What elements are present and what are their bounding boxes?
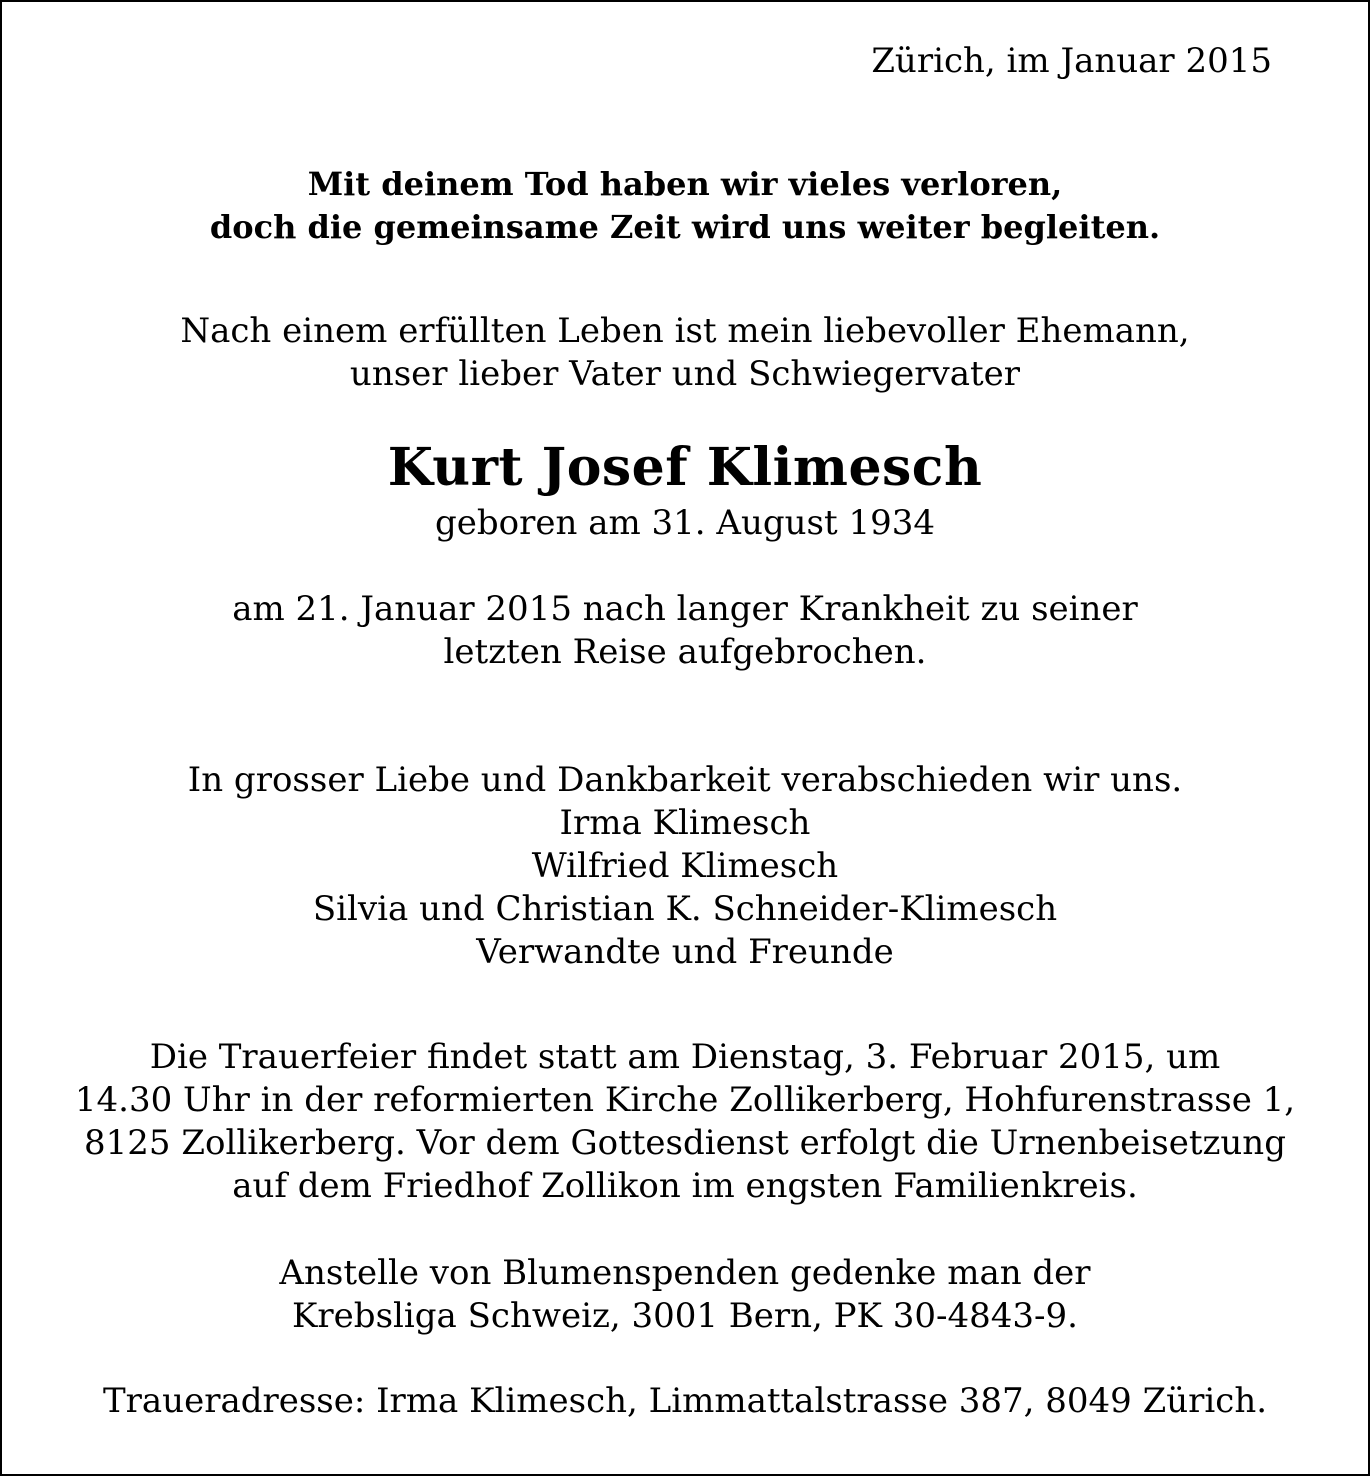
service-line: Die Trauerfeier findet statt am Dienstag, 3. Februar 2015, um	[149, 1037, 1221, 1077]
intro-line: Nach einem erfüllten Leben ist mein liebevoller Ehemann,	[180, 311, 1190, 351]
birth-date: geboren am 31. August 1934	[435, 503, 935, 543]
donation-line: Anstelle von Blumenspenden gedenke man der	[279, 1253, 1091, 1293]
donation-note	[62, 1252, 1308, 1338]
intro-text	[62, 310, 1308, 396]
place-date: Zürich, im Januar 2015	[871, 41, 1272, 81]
passing-text	[62, 588, 1308, 674]
mourner-name: Irma Klimesch	[559, 803, 811, 843]
motto-line: Mit deinem Tod haben wir vieles verloren,	[307, 165, 1063, 203]
motto	[62, 163, 1308, 249]
service-line: auf dem Friedhof Zollikon im engsten Familienkreis.	[232, 1166, 1138, 1206]
service-line: 8125 Zollikerberg. Vor dem Gottesdienst erfolgt die Urnenbeisetzung	[84, 1123, 1286, 1163]
deceased-name: Kurt Josef Klimesch	[387, 437, 983, 498]
mourning-address: Traueradresse: Irma Klimesch, Limmattalstrasse 387, 8049 Zürich.	[102, 1381, 1268, 1421]
mourner-name: Verwandte und Freunde	[476, 932, 894, 972]
donation-line: Krebsliga Schweiz, 3001 Bern, PK 30-4843-9.	[292, 1296, 1078, 1336]
intro-line: unser lieber Vater und Schwiegervater	[349, 354, 1021, 394]
mourner-name: Silvia und Christian K. Schneider-Klimesch	[312, 889, 1058, 929]
passing-line: letzten Reise aufgebrochen.	[443, 632, 927, 672]
mourner-name: Wilfried Klimesch	[531, 846, 839, 886]
motto-line: doch die gemeinsame Zeit wird uns weiter begleiten.	[209, 208, 1161, 246]
service-line: 14.30 Uhr in der reformierten Kirche Zollikerberg, Hohfurenstrasse 1,	[74, 1080, 1296, 1120]
farewell-line: In grosser Liebe und Dankbarkeit verabschieden wir uns.	[187, 760, 1183, 800]
service-details	[62, 1036, 1308, 1208]
passing-line: am 21. Januar 2015 nach langer Krankheit zu seiner	[232, 589, 1138, 629]
farewell-signatories	[62, 759, 1308, 974]
